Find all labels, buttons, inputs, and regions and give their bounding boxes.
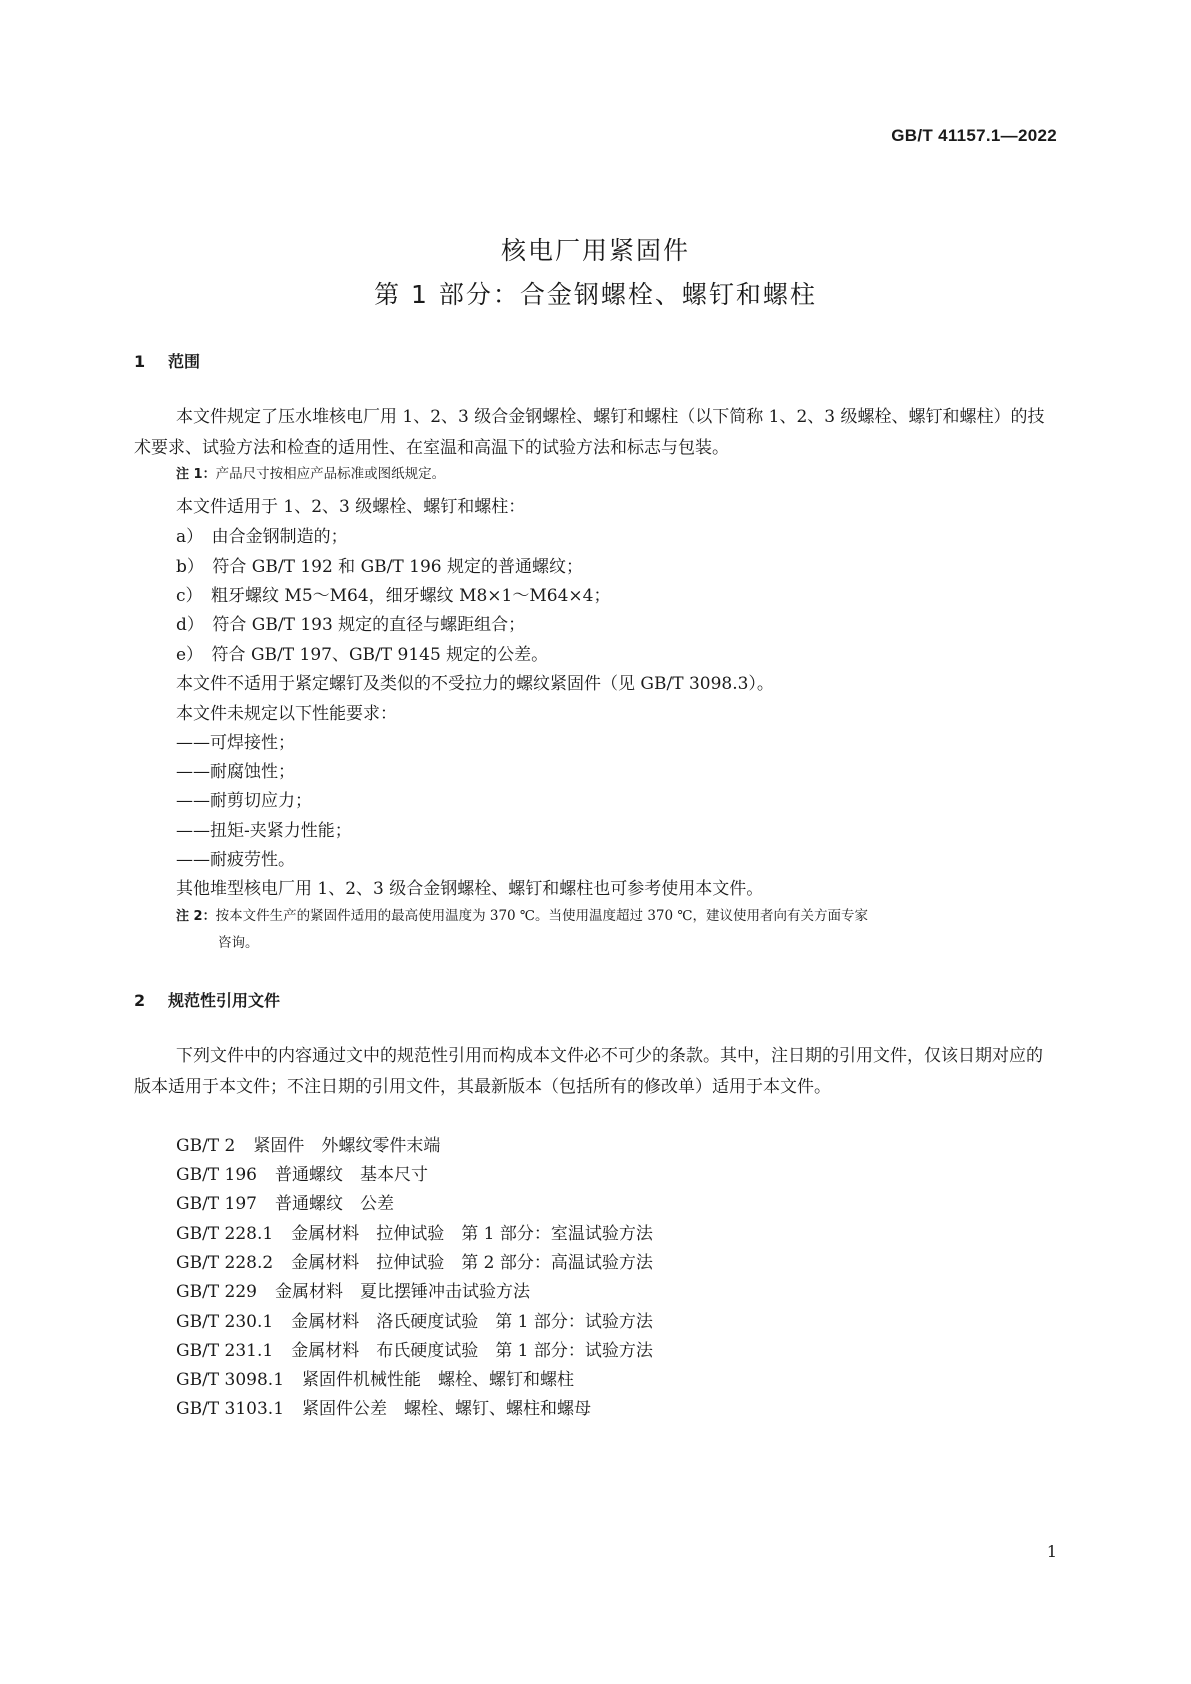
- note-label: 注 1：: [176, 467, 216, 482]
- document-subtitle: 第 1 部分：合金钢螺栓、螺钉和螺柱: [374, 280, 817, 309]
- normative-references-paragraph: 下列文件中的内容通过文中的规范性引用而构成本文件必不可少的条款。其中，注日期的引用文件，仅该日期对应的版本适用于本文件；不注日期的引用文件，其最新版本（包括所有的修改单）适用于本文件。: [134, 1046, 1043, 1097]
- note-1: [176, 461, 1058, 488]
- note-text: 产品尺寸按相应产品标准或图纸规定。: [215, 466, 446, 482]
- note-2: [176, 903, 1058, 956]
- reference-item: [176, 1131, 440, 1156]
- reference-code: GB/T 229: [176, 1282, 257, 1302]
- reference-code: GB/T 3103.1: [176, 1399, 285, 1419]
- reference-title: 金属材料 拉伸试验 第 1 部分：室温试验方法: [291, 1224, 653, 1244]
- list-item: e） 符合 GB/T 197、GB/T 9145 规定的公差。: [176, 645, 549, 665]
- page-number: 1: [1046, 1542, 1057, 1561]
- reference-title: 金属材料 洛氏硬度试验 第 1 部分：试验方法: [291, 1312, 653, 1332]
- reference-code: GB/T 196: [176, 1165, 257, 1185]
- section-title: 范围: [168, 352, 201, 371]
- document-title: 核电厂用紧固件: [500, 236, 690, 265]
- reference-item: [176, 1189, 394, 1214]
- dash-item: ——扭矩-夹紧力性能；: [176, 821, 352, 841]
- dash-item: ——可焊接性；: [176, 733, 295, 753]
- reference-code: GB/T 231.1: [176, 1341, 274, 1361]
- section-number: 1: [134, 352, 146, 371]
- reference-title: 紧固件机械性能 螺栓、螺钉和螺柱: [302, 1370, 575, 1390]
- scope-paragraph: 本文件规定了压水堆核电厂用 1、2、3 级合金钢螺栓、螺钉和螺柱（以下简称 1、2、3 级螺栓、螺钉和螺柱）的技术要求、试验方法和检查的适用性、在室温和高温下的试验方法和标志与包装。: [134, 407, 1045, 458]
- reference-item: [176, 1394, 591, 1419]
- note-label: 注 2：: [176, 909, 216, 924]
- reference-item: [176, 1277, 530, 1302]
- reference-title: 金属材料 夏比摆锤冲击试验方法: [275, 1282, 530, 1302]
- reference-item: [176, 1248, 653, 1273]
- reference-code: GB/T 228.1: [176, 1224, 274, 1244]
- dash-item: ——耐腐蚀性；: [176, 762, 295, 782]
- reference-code: GB/T 230.1: [176, 1312, 274, 1332]
- section-1-heading: [134, 349, 200, 372]
- section-title: 规范性引用文件: [168, 991, 281, 1010]
- not-applies-text: 本文件不适用于紧定螺钉及类似的不受拉力的螺纹紧固件（见 GB/T 3098.3）。: [176, 674, 774, 694]
- list-item: a） 由合金钢制造的；: [176, 527, 348, 547]
- list-item: c） 粗牙螺纹 M5～M64，细牙螺纹 M8×1～M64×4；: [176, 586, 611, 606]
- reference-title: 普通螺纹 基本尺寸: [275, 1165, 428, 1185]
- applies-text: 本文件适用于 1、2、3 级螺栓、螺钉和螺柱：: [176, 497, 526, 517]
- reference-item: [176, 1160, 428, 1185]
- reference-code: GB/T 228.2: [176, 1253, 274, 1273]
- reference-item: [176, 1336, 653, 1361]
- reference-title: 金属材料 拉伸试验 第 2 部分：高温试验方法: [291, 1253, 653, 1273]
- dash-item: ——耐剪切应力；: [176, 791, 312, 811]
- reference-code: GB/T 197: [176, 1194, 257, 1214]
- reference-item: [176, 1307, 653, 1332]
- section-number: 2: [134, 991, 146, 1010]
- reference-title: 紧固件公差 螺栓、螺钉、螺柱和螺母: [302, 1399, 592, 1419]
- not-specified-text: 本文件未规定以下性能要求：: [176, 704, 397, 724]
- reference-title: 紧固件 外螺纹零件末端: [253, 1136, 441, 1156]
- note-continuation: 咨询。: [218, 935, 259, 951]
- dash-item: ——耐疲劳性。: [176, 850, 295, 870]
- section-2-heading: [134, 988, 280, 1011]
- reference-item: [176, 1219, 653, 1244]
- list-item: b） 符合 GB/T 192 和 GB/T 196 规定的普通螺纹；: [176, 557, 583, 577]
- list-item: d） 符合 GB/T 193 规定的直径与螺距组合；: [176, 615, 526, 635]
- reference-title: 普通螺纹 公差: [275, 1194, 394, 1214]
- standard-number: GB/T 41157.1—2022: [891, 126, 1057, 145]
- reference-title: 金属材料 布氏硬度试验 第 1 部分：试验方法: [291, 1341, 653, 1361]
- reference-code: GB/T 3098.1: [176, 1370, 285, 1390]
- reference-code: GB/T 2: [176, 1136, 236, 1156]
- note-text: 按本文件生产的紧固件适用的最高使用温度为 370 ℃。当使用温度超过 370 ℃，建议使用者向有关方面专家: [215, 908, 868, 924]
- reference-item: [176, 1365, 574, 1390]
- other-reactors-text: 其他堆型核电厂用 1、2、3 级合金钢螺栓、螺钉和螺柱也可参考使用本文件。: [176, 879, 764, 899]
